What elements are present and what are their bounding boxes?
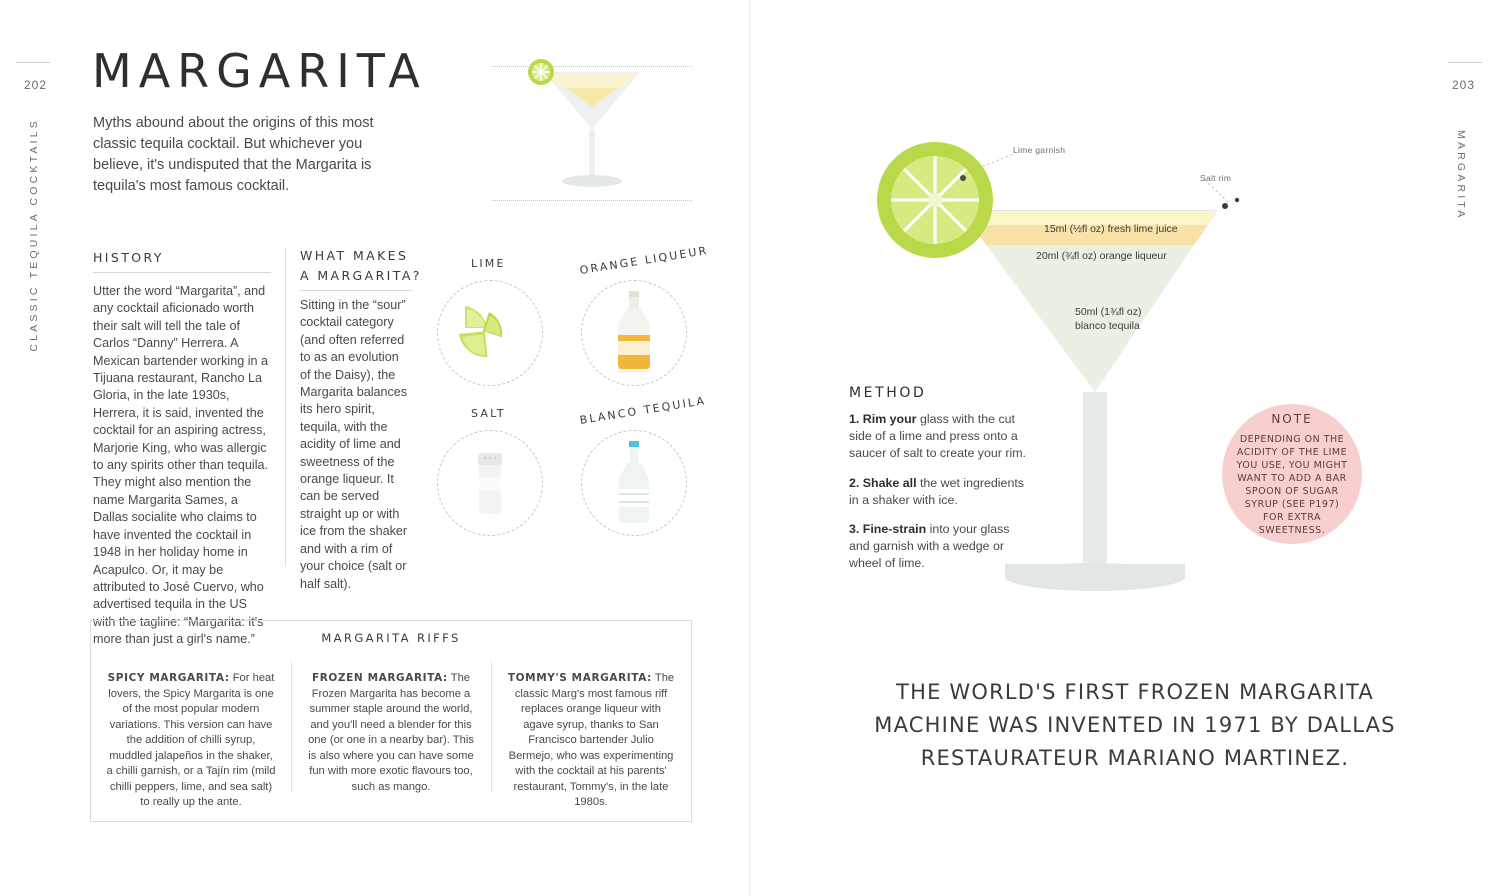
riffs-divider-1: [291, 661, 292, 793]
column-divider: [285, 248, 286, 566]
intro-paragraph: Myths abound about the origins of this most classic tequila cocktail. But whichever you believe, it's undisputed that the Margarita is tequila's most famous cocktail.: [93, 115, 374, 194]
method-step-1-text: glass with the cut side of a lime and press onto a saucer of salt to create your rim.: [849, 412, 1026, 461]
riff-item-spicy: [106, 671, 276, 811]
riff-text-frozen: The Frozen Margarita has become a summer staple around the world, and you'll need a blender for this one (or one in a nearby bar). This is also where you can have some fun with more exotic flavours too, such as mango.: [308, 672, 474, 793]
left-rail-label: CLASSIC TEQUILA COCKTAILS: [28, 118, 40, 352]
method-step-2-num: 2.: [849, 476, 860, 490]
lime-juice-layer-label: 15ml (½fl oz) fresh lime juice: [1044, 223, 1178, 235]
riff-text-spicy: For heat lovers, the Spicy Margarita is one of the most popular modern variations. This version can have the addition of chilli syrup, muddled jalapeños in the shaker, a chilli garnish, or a Tajín rim (mild chilli peppers, lime, and sea salt) to really up the ante.: [106, 672, 276, 808]
tequila-bottle-icon: [581, 430, 687, 536]
tequila-amount: 50ml (1¾fl oz): [1075, 306, 1142, 318]
orange-liqueur-bottle-icon: [581, 280, 687, 386]
method-step-1-num: 1.: [849, 412, 860, 426]
what-makes-heading-line1: WHAT MAKES: [300, 248, 409, 263]
page-spine: [749, 0, 750, 896]
ingredient-label-salt: SALT: [471, 407, 506, 420]
salt-rim-callout: Salt rim: [1200, 173, 1232, 183]
what-makes-body: Sitting in the “sour” cocktail category (and often referred to as an evolution of the Daisy), the Margarita balances its hero spirit, tequila, with the acidity of lime and sweetness of the orange liqueur. It can be served straight up or with ice from the shaker and with a rim of your choice (salt or half salt).: [300, 298, 408, 591]
method-step-2: [849, 475, 1027, 509]
factoid-text: THE WORLD'S FIRST FROZEN MARGARITA MACHINE WAS INVENTED IN 1971 BY DALLAS RESTAURATEUR MARIANO MARTINEZ.: [874, 680, 1396, 770]
method-step-3-bold: Fine-strain: [862, 522, 927, 536]
ingredient-salt: [437, 407, 543, 536]
lime-wedges-icon: [437, 280, 543, 386]
riff-item-frozen: [306, 671, 476, 795]
ingredient-blanco-tequila: [578, 394, 708, 536]
tequila-name: blanco tequila: [1075, 320, 1140, 332]
margarita-riffs-box: [90, 620, 692, 822]
page-title: MARGARITA: [92, 44, 427, 98]
ingredient-label-blanco-tequila: BLANCO TEQUILA: [578, 394, 708, 427]
method-step-1-bold: Rim your: [862, 412, 917, 426]
margarita-glass-illustration: [492, 55, 692, 205]
history-rule: [93, 272, 271, 273]
what-makes-heading-line2: A MARGARITA?: [300, 268, 422, 283]
history-body: Utter the word “Margarita”, and any cocktail aficionado worth their salt will tell the tale of Carlos “Danny” Herrera. A Mexican bartender working in a Tijuana restaurant, Rancho La Gloria, in the late 1930s, Herrera, it is said, invented the cocktail for an aspiring actress, Marjorie King, who was allergic to any spirits other than tequila. They might also mention the name Margarita Sames, a Dallas socialite who claims to have invented the cocktail in 1948 in her holiday home in Acapulco. Or, it may be attributed to José Cuervo, who advertised tequila in the US with the tagline: “Margarita: it's more than just a girl's name.”: [93, 284, 269, 647]
right-rail-label: MARGARITA: [1455, 130, 1467, 221]
riff-name-spicy: SPICY MARGARITA:: [107, 672, 230, 684]
method-step-1: [849, 411, 1027, 463]
left-folio-rule: [16, 62, 50, 63]
ingredient-label-orange-liqueur: ORANGE LIQUEUR: [578, 243, 710, 278]
note-bubble: [1222, 404, 1362, 544]
right-folio-rule: [1448, 62, 1482, 63]
lime-garnish-callout: Lime garnish: [1013, 145, 1066, 155]
what-makes-rule: [300, 290, 412, 291]
method-heading: METHOD: [849, 385, 927, 401]
ingredient-orange-liqueur: [578, 243, 710, 386]
note-title: NOTE: [1271, 411, 1313, 426]
method-step-3-num: 3.: [849, 522, 860, 536]
history-heading: HISTORY: [93, 250, 164, 265]
riff-text-tommys: The classic Marg's most famous riff replaces orange liqueur with agave syrup, thanks to San Francisco bartender Julio Bermejo, who was experimenting with the cocktail at his parents' restaurant, Tommy's, in the late 1980s.: [508, 672, 675, 808]
riff-name-frozen: FROZEN MARGARITA:: [311, 672, 448, 684]
right-folio: 203: [1452, 78, 1476, 92]
method-step-3-text: into your glass and garnish with a wedge or wheel of lime.: [849, 522, 1010, 571]
method-step-2-text: the wet ingredients in a shaker with ice.: [849, 476, 1024, 508]
riffs-heading: MARGARITA RIFFS: [321, 631, 461, 645]
note-body: DEPENDING ON THE ACIDITY OF THE LIME YOU USE, YOU MIGHT WANT TO ADD A BAR SPOON OF SUGAR SYRUP (SEE P197) FOR EXTRA SWEETNESS.: [1236, 433, 1348, 536]
salt-shaker-icon: [437, 430, 543, 536]
method-step-3: [849, 521, 1027, 573]
ingredient-label-lime: LIME: [471, 257, 506, 270]
orange-liqueur-layer-label: 20ml (¾fl oz) orange liqueur: [1036, 250, 1167, 262]
left-folio: 202: [24, 78, 48, 92]
riff-name-tommys: TOMMY'S MARGARITA:: [507, 672, 652, 684]
riffs-divider-2: [491, 661, 492, 793]
method-step-2-bold: Shake all: [862, 476, 917, 490]
riff-item-tommys: [506, 671, 676, 811]
ingredient-lime: [437, 257, 543, 386]
tequila-layer-label: [1075, 305, 1142, 333]
